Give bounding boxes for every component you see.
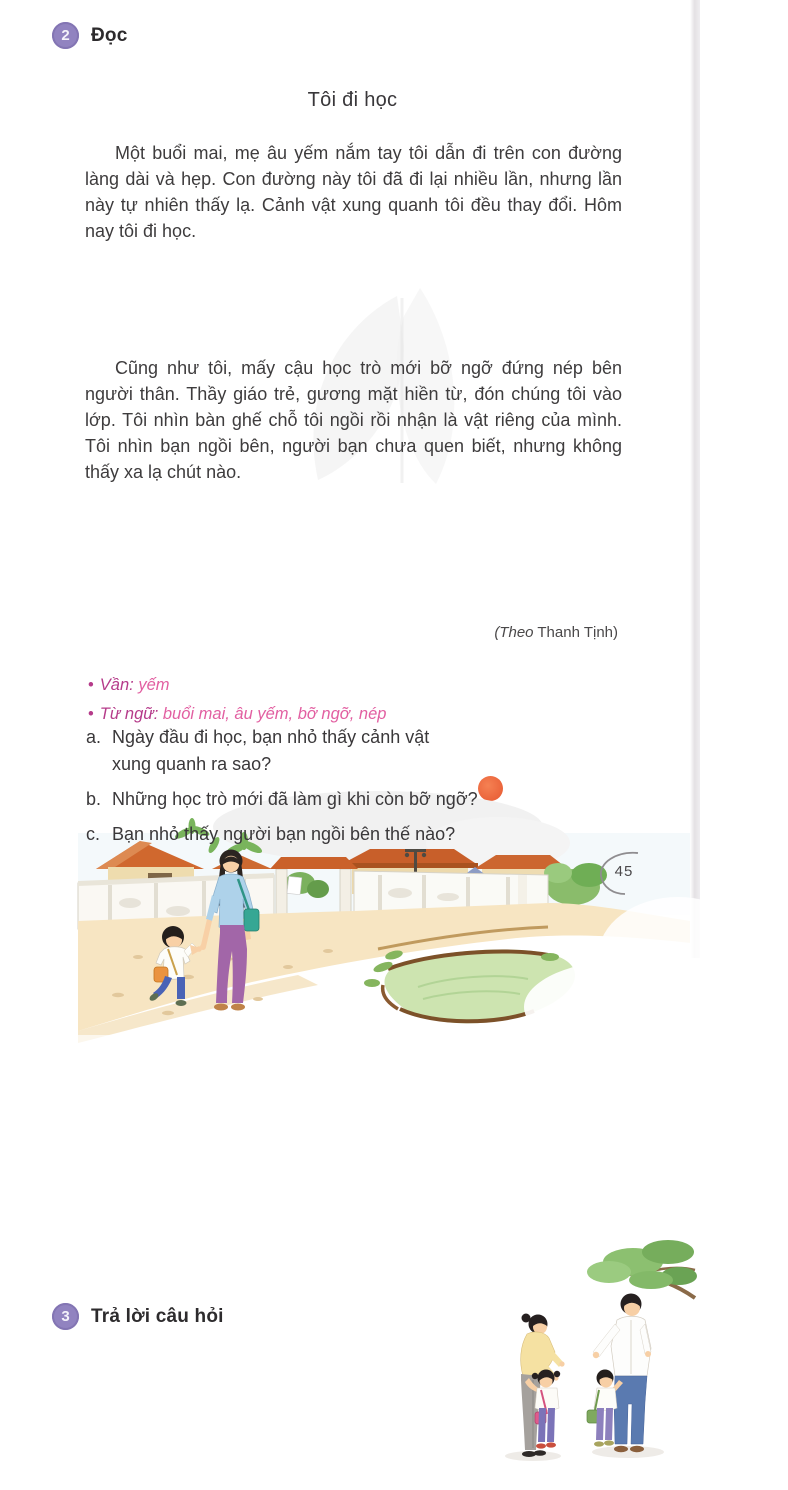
vocab-list bbox=[88, 671, 788, 729]
question-letter: c. bbox=[86, 824, 101, 844]
vocab-label: Từ ngữ: bbox=[99, 705, 159, 723]
section-label-read: Đọc bbox=[91, 24, 128, 46]
question-b bbox=[86, 786, 506, 813]
question-text: Bạn nhỏ thấy người bạn ngồi bên thế nào? bbox=[112, 824, 456, 844]
page-number bbox=[594, 850, 658, 898]
question-list bbox=[86, 724, 506, 856]
vocab-value: yếm bbox=[133, 676, 170, 694]
section-number-badge: 3 bbox=[52, 1303, 79, 1330]
question-letter: b. bbox=[86, 789, 102, 809]
section-label-questions: Trả lời câu hỏi bbox=[91, 1305, 224, 1327]
section-number-badge: 2 bbox=[52, 22, 79, 49]
reading-title: Tôi đi học bbox=[307, 89, 398, 111]
question-a bbox=[86, 724, 506, 778]
bullet-icon: • bbox=[88, 705, 94, 723]
attribution-author: Thanh Tịnh) bbox=[533, 624, 618, 641]
attribution bbox=[85, 624, 618, 641]
reading-paragraph-2: Cũng như tôi, mấy cậu học trò mới bỡ ngỡ đứng nép bên người thân. Thầy giáo trẻ, gương mặt hiền từ, đón chúng tôi vào lớp. Tôi nhìn bàn ghế chỗ tôi ngồi rồi nhận là vật riêng của mình. Tôi nhìn bạn ngồi bên, người bạn chưa quen biết, nhưng không thấy xa lạ chút nào. bbox=[85, 358, 622, 482]
attribution-prefix: (Theo bbox=[494, 624, 534, 641]
scan-edge-shadow bbox=[690, 0, 700, 958]
vocab-value: buổi mai, âu yếm, bỡ ngỡ, nép bbox=[158, 705, 387, 723]
page-number-value: 45 bbox=[614, 863, 634, 880]
question-letter: a. bbox=[86, 727, 102, 747]
tree-branch bbox=[587, 1240, 697, 1298]
vocab-item-van bbox=[88, 671, 788, 700]
parents-children-illustration bbox=[483, 1240, 695, 1490]
question-c bbox=[86, 821, 506, 848]
vocab-label: Vần: bbox=[99, 676, 134, 694]
reading-paragraph-1: Một buổi mai, mẹ âu yếm nắm tay tôi dẫn đi trên con đường làng dài và hẹp. Con đường này tôi đã đi lại nhiều lần, nhưng lần này tự nhiên thấy lạ. Cảnh vật xung quanh tôi đều thay đổi. Hôm nay tôi đi học. bbox=[85, 143, 622, 241]
bullet-icon: • bbox=[88, 676, 94, 694]
question-text: Ngày đầu đi học, bạn nhỏ thấy cảnh vật xung quanh ra sao? bbox=[112, 727, 430, 774]
section-header-read bbox=[52, 22, 752, 49]
question-text: Những học trò mới đã làm gì khi còn bỡ ngỡ? bbox=[112, 789, 478, 809]
